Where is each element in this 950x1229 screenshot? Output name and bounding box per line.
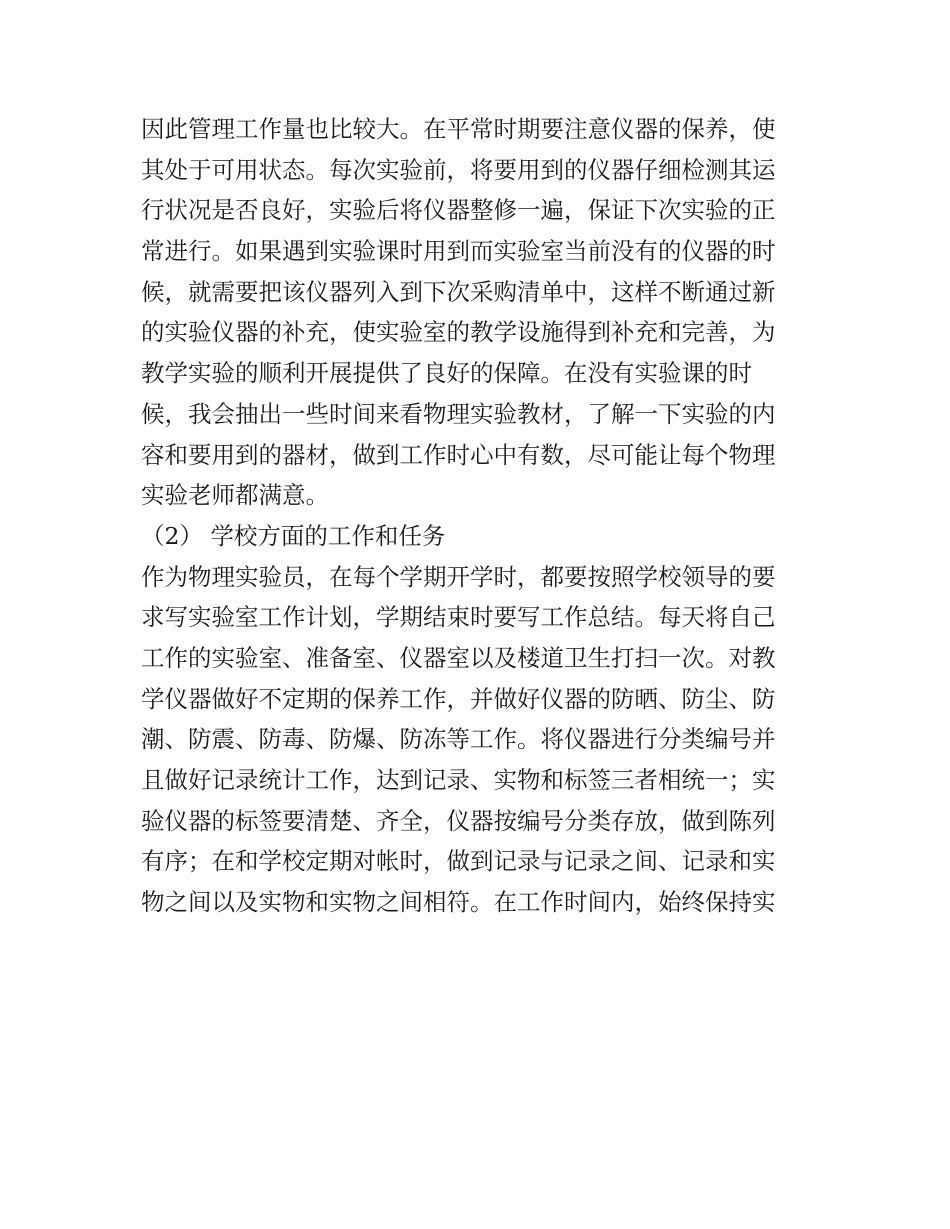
text-line: 实验老师都满意。: [141, 481, 329, 510]
text-line: 因此管理工作量也比较大。在平常时期要注意仪器的保养，使: [141, 115, 776, 143]
text-line: 验仪器的标签要清楚、齐全，仪器按编号分类存放，做到陈列: [141, 806, 776, 835]
text-line: 物之间以及实物和实物之间相符。在工作时间内，始终保持实: [141, 888, 776, 917]
text-line: 候，就需要把该仪器列入到下次采购清单中，这样不断通过新: [141, 277, 776, 306]
text-line: 容和要用到的器材，做到工作时心中有数，尽可能让每个物理: [141, 440, 776, 469]
text-line: 其处于可用状态。每次实验前，将要用到的仪器仔细检测其运: [141, 155, 776, 184]
text-line: 候，我会抽出一些时间来看物理实验教材，了解一下实验的内: [141, 399, 776, 428]
text-line: 作为物理实验员，在每个学期开学时，都要按照学校领导的要: [141, 562, 776, 591]
text-line: 常进行。如果遇到实验课时用到而实验室当前没有的仪器的时: [141, 237, 776, 266]
text-line: 学仪器做好不定期的保养工作，并做好仪器的防晒、防尘、防: [141, 684, 776, 713]
text-line: 的实验仪器的补充，使实验室的教学设施得到补充和完善，为: [141, 318, 776, 347]
text-line: 工作的实验室、准备室、仪器室以及楼道卫生打扫一次。对教: [141, 643, 776, 672]
body-text: [141, 109, 821, 923]
text-line: 教学实验的顺利开展提供了良好的保障。在没有实验课的时: [141, 359, 752, 388]
text-line: 且做好记录统计工作，达到记录、实物和标签三者相统一；实: [141, 766, 776, 794]
text-line: 潮、防震、防毒、防爆、防冻等工作。将仪器进行分类编号并: [141, 725, 776, 754]
text-line: 有序；在和学校定期对帐时，做到记录与记录之间、记录和实: [141, 847, 776, 876]
text-line: 行状况是否良好，实验后将仪器整修一遍，保证下次实验的正: [141, 196, 776, 225]
text-line: 求写实验室工作计划，学期结束时要写工作总结。每天将自己: [141, 603, 776, 632]
section-heading: （2） 学校方面的工作和任务: [141, 521, 446, 550]
